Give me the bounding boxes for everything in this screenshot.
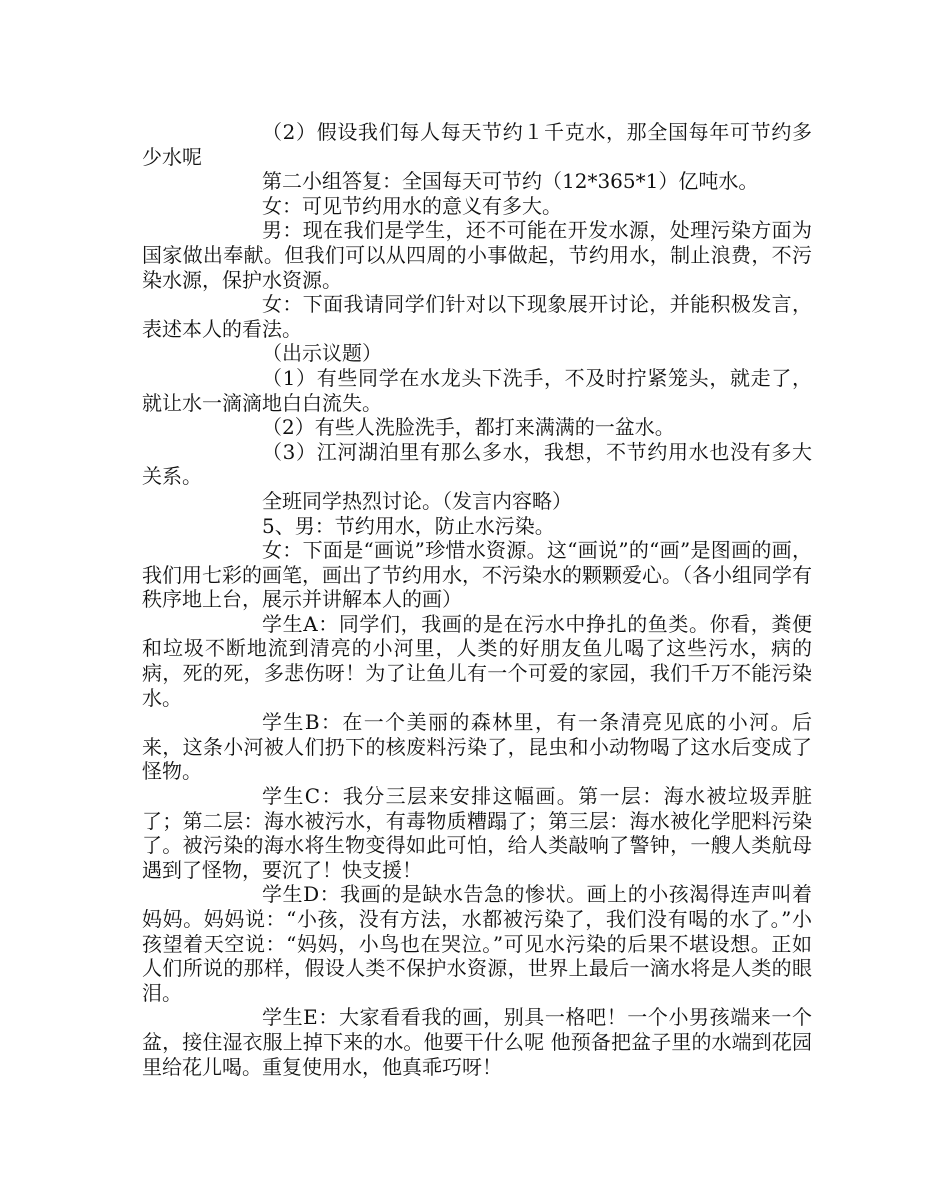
- paragraph: 女：可见节约用水的意义有多大。: [262, 193, 562, 218]
- paragraph: 女：下面我请同学们针对以下现象展开讨论，并能积极发言，表述本人的看法。: [142, 292, 812, 341]
- paragraph: 女：下面是“画说”珍惜水资源。这“画说”的“画”是图画的画，我们用七彩的画笔，画出了节约用水，不污染水的颗颗爱心。（各小组同学有秩序地上台，展示并讲解本人的画）: [142, 538, 812, 612]
- paragraph: （1）有些同学在水龙头下洗手，不及时拧紧笼头，就走了，就让水一滴滴地白白流失。: [142, 365, 812, 415]
- paragraph: （出示议题）: [262, 341, 382, 366]
- paragraph: 学生D：我画的是缺水告急的惨状。画上的小孩渴得连声叫着妈妈。妈妈说：“小孩，没有方法，水都被污染了，我们没有喝的水了。”小孩望着天空说：“妈妈，小鸟也在哭泣。”可见水污染的后果不堪设想。正如人们所说的那样，假设人类不保护水资源，世界上最后一滴水将是人类的眼泪。: [142, 882, 812, 1005]
- paragraph: 学生A：同学们，我画的是在污水中挣扎的鱼类。你看，粪便和垃圾不断地流到清亮的小河里，人类的好朋友鱼儿喝了这些污水，病的病，死的死，多悲伤呀！为了让鱼儿有一个可爱的家园，我们千万不能污染水。: [142, 611, 812, 710]
- paragraph: （2）有些人洗脸洗手，都打来满满的一盆水。: [262, 415, 675, 440]
- paragraph: （3）江河湖泊里有那么多水，我想，不节约用水也没有多大关系。: [142, 439, 812, 489]
- document-body: [142, 120, 812, 1079]
- paragraph: 男：现在我们是学生，还不可能在开发水源，处理污染方面为国家做出奉献。但我们可以从四周的小事做起，节约用水，制止浪费，不污染水源，保护水资源。: [142, 218, 812, 292]
- paragraph: 5、男：节约用水，防止水污染。: [262, 513, 555, 538]
- paragraph: 全班同学热烈讨论。（发言内容略）: [262, 488, 572, 513]
- paragraph: 学生C：我分三层来安排这幅画。第一层：海水被垃圾弄脏了；第二层：海水被污水，有毒物质糟蹋了；第三层：海水被化学肥料污染了。被污染的海水将生物变得如此可怕，给人类敲响了警钟，一艘人类航母遇到了怪物，要沉了！快支援！: [142, 784, 812, 882]
- paragraph: （2）假设我们每人每天节约１千克水，那全国每年可节约多少水呢: [142, 120, 812, 169]
- paragraph: 学生E：大家看看我的画，别具一格吧！一个小男孩端来一个盆，接住湿衣服上掉下来的水。他要干什么呢 他预备把盆子里的水端到花园里给花儿喝。重复使用水，他真乖巧呀！: [142, 1005, 812, 1079]
- paragraph: 学生B：在一个美丽的森林里，有一条清亮见底的小河。后来，这条小河被人们扔下的核废料污染了，昆虫和小动物喝了这水后变成了怪物。: [142, 710, 812, 784]
- paragraph: 第二小组答复：全国每天可节约（12*365*1）亿吨水。: [262, 169, 759, 194]
